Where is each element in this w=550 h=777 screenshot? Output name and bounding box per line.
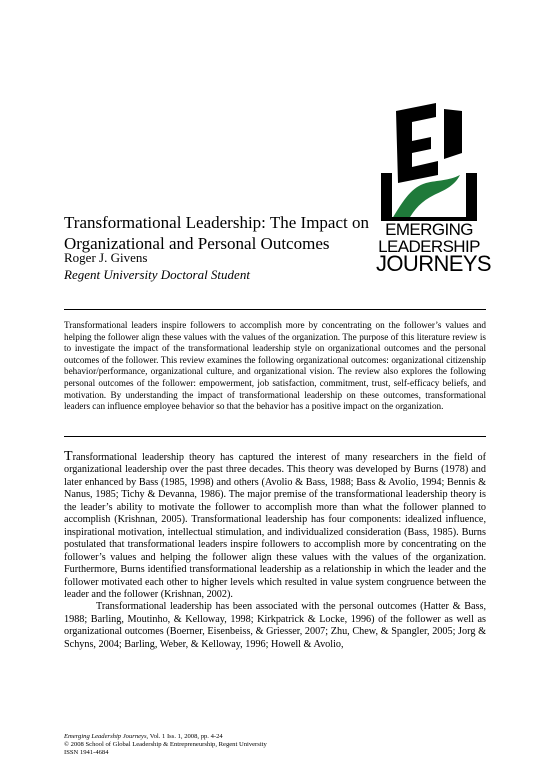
body-paragraph-2: Transformational leadership has been associated with the personal outcomes (Hatter & Bass, 1988; Barling, Moutinho, & Kelloway, 1998; Kirkpatrick & Locke, 1996) of the follower as well as organizational outcomes (Boerner, Eisenbeiss, & Griesser, 2007; Zhu, Chew, & Spangler, 2005; Jorg & Schyns, 2004; Barling, Weber, & Kelloway, 1996; Howell & Avolio, <box>64 601 486 650</box>
author-name: Roger J. Givens <box>64 250 148 265</box>
logo-emblem-icon <box>376 103 482 221</box>
body-text <box>64 451 486 651</box>
paragraph-1-text: ransformational leadership theory has captured the interest of many researchers in the field of organizational leadership over the past three decades. This theory was developed by Burns (1978) and later enhanced by Bass (1985, 1998) and others (Avolio & Bass, 1988; Bass & Avolio, 1994; Bennis & Nanus, 1985; Tichy & Devanna, 1986). The major premise of the transformational leadership theory is the leader’s ability to motivate the follower to accomplish more than what the follower planned to accomplish (Krishnan, 2005). Transformational leadership has four components: idealized influence, inspirational motivation, intellectual stimulation, and individualized consideration (Bass, 1985). Burns postulated that transformational leaders inspire followers to accomplish more by concentrating on the follower’s values and helping the follower align these values with the values of the organization. Furthermore, Burns identified transformational leadership as a relationship in which the leader and the follower motivated each other to higher levels which resulted in value system congruence between the leader and the follower (Krishnan, 2002). <box>64 452 486 600</box>
logo-text-line-2: LEADERSHIP <box>378 237 480 256</box>
footer-copyright: © 2008 School of Global Leadership & Entrepreneurship, Regent University <box>64 741 267 749</box>
footer-issn: ISSN 1941-4684 <box>64 749 109 757</box>
logo-text-line-3: JOURNEYS <box>376 251 491 276</box>
article-title: Transformational Leadership: The Impact on Organizational and Personal Outcomes <box>64 213 369 253</box>
abstract-top-rule <box>64 309 486 310</box>
drop-letter: T <box>64 449 73 464</box>
author-affiliation: Regent University Doctoral Student <box>64 267 250 282</box>
footer-citation-line <box>64 733 486 741</box>
footer-journal-name: Emerging Leadership Journeys <box>64 733 147 740</box>
abstract-bottom-rule <box>64 436 486 437</box>
footer-citation: , Vol. 1 Iss. 1, 2008, pp. 4-24 <box>146 733 223 740</box>
logo-text-line-1: EMERGING <box>385 220 473 239</box>
abstract-text: Transformational leaders inspire followers to accomplish more by concentrating on the follower’s values and helping the follower align these values with the values of the organization. The purpose of this literature review is to investigate the impact of the transformational leadership style on organizational outcomes and the personal outcomes of the follower. This review examines the following organizational outcomes: organizational citizenship behavior/performance, organizational culture, and organizational vision. The review also explores the following personal outcomes of the follower: empowerment, job satisfaction, commitment, trust, self-efficacy beliefs, and motivation. By understanding the impact of transformational leadership on these outcomes, transformational leaders can influence employee behavior so that the behavior has a positive impact on the organization. <box>64 320 486 412</box>
page-footer <box>64 733 486 758</box>
journal-logo <box>376 103 491 276</box>
body-paragraph-1 <box>64 451 486 601</box>
